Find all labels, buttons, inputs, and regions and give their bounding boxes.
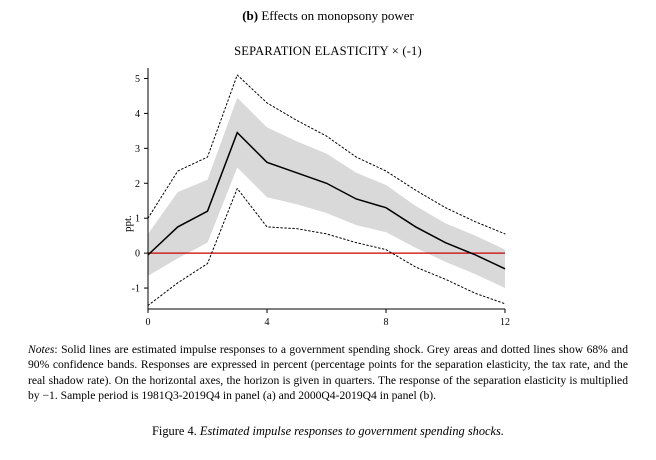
x-tick-label: 12 bbox=[500, 317, 510, 328]
y-tick-label: 4 bbox=[135, 108, 140, 120]
impulse-response-plot bbox=[0, 60, 656, 340]
x-tick-label: 8 bbox=[383, 317, 389, 328]
y-tick-label: 0 bbox=[135, 248, 140, 260]
x-tick-label: 0 bbox=[145, 317, 151, 328]
confidence-band-68 bbox=[148, 98, 505, 288]
panel-label: (b) bbox=[242, 8, 259, 23]
figure-caption-text: Estimated impulse responses to government spending shocks. bbox=[199, 424, 504, 438]
figure-caption-lead: Figure 4. bbox=[152, 424, 197, 438]
y-tick-label: 5 bbox=[135, 73, 140, 85]
chart-title: SEPARATION ELASTICITY × (-1) bbox=[234, 44, 422, 58]
y-tick-label: -1 bbox=[131, 283, 140, 295]
notes-lead: Notes bbox=[28, 343, 55, 356]
notes-text: : Solid lines are estimated impulse responses to a government spending shock. Grey areas and dotted lines show 68% and 90% confidence bands. Responses are expressed in percent (percentage points for the separation elasticity, the tax rate, and the real shadow rate). On the horizontal axes, the horizon is given in quarters. The response of the separation elasticity is multiplied by −1. Sample period is 1981Q3-2019Q4 in panel (a) and 2000Q4-2019Q4 in panel (b). bbox=[28, 343, 628, 402]
chart-area bbox=[0, 60, 656, 340]
figure-notes bbox=[28, 342, 628, 403]
y-tick-label: 3 bbox=[135, 143, 140, 155]
panel-title bbox=[0, 8, 656, 24]
x-tick-label: 4 bbox=[264, 317, 270, 328]
y-axis-label: ppt. bbox=[122, 215, 134, 232]
panel-title-text: Effects on monopsony power bbox=[261, 8, 414, 23]
figure-caption bbox=[0, 424, 656, 439]
y-tick-label: 2 bbox=[135, 178, 140, 190]
y-tick-label: 1 bbox=[135, 213, 140, 225]
